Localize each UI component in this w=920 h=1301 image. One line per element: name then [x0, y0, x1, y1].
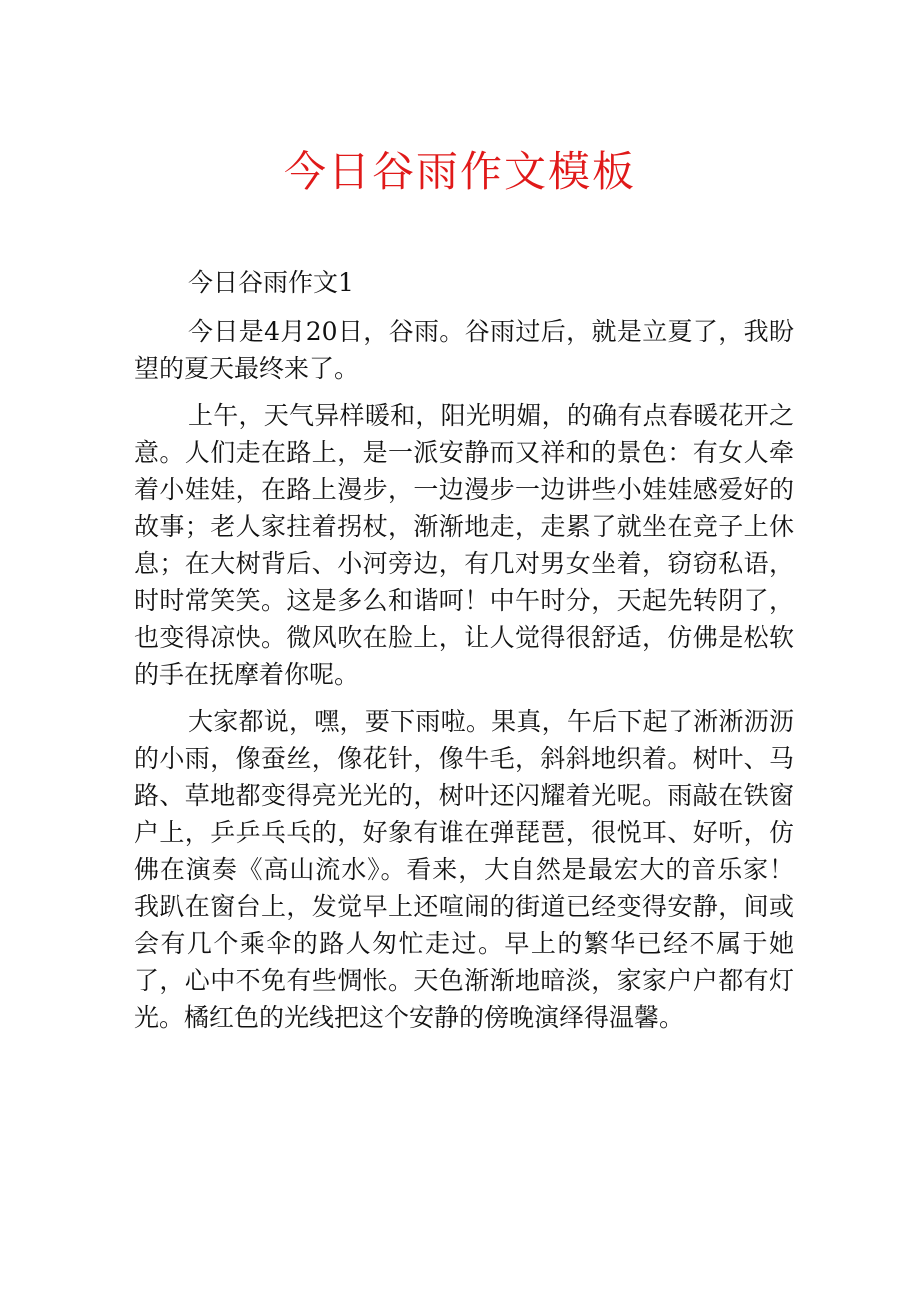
document-title: 今日谷雨作文模板	[283, 147, 636, 196]
document-body	[134, 264, 794, 1046]
paragraph-2: 上午，天气异样暖和，阳光明媚，的确有点春暖花开之意。人们走在路上，是一派安静而又祥和的景色：有女人牵着小娃娃，在路上漫步，一边漫步一边讲些小娃娃感爱好的故事；老人家拄着拐杖，渐渐地走，走累了就坐在竞子上休息；在大树背后、小河旁边，有几对男女坐着，窃窃私语，时时常笑笑。这是多么和谐呵！中午时分，天起先转阴了，也变得凉快。微风吹在脸上，让人觉得很舒适，仿佛是松软的手在抚摩着你呢。	[134, 401, 794, 689]
paragraph-3: 大家都说，嘿，要下雨啦。果真，午后下起了淅淅沥沥的小雨，像蚕丝，像花针，像牛毛，斜斜地织着。树叶、马路、草地都变得亮光光的，树叶还闪耀着光呢。雨敲在铁窗户上，乒乒乓乓的，好象有谁在弹琵琶，很悦耳、好听，仿佛在演奏《高山流水》。看来，大自然是最宏大的音乐家！我趴在窗台上，发觉早上还喧闹的街道已经变得安静，间或会有几个乘伞的路人匆忙走过。早上的繁华已经不属于她了，心中不免有些惆怅。天色渐渐地暗淡，家家户户都有灯光。橘红色的光线把这个安静的傍晚演绎得温馨。	[134, 707, 794, 1032]
paragraph-1: 今日是4月20日，谷雨。谷雨过后，就是立夏了，我盼望的夏天最终来了。	[134, 317, 794, 383]
essay-heading: 今日谷雨作文1	[188, 268, 354, 297]
